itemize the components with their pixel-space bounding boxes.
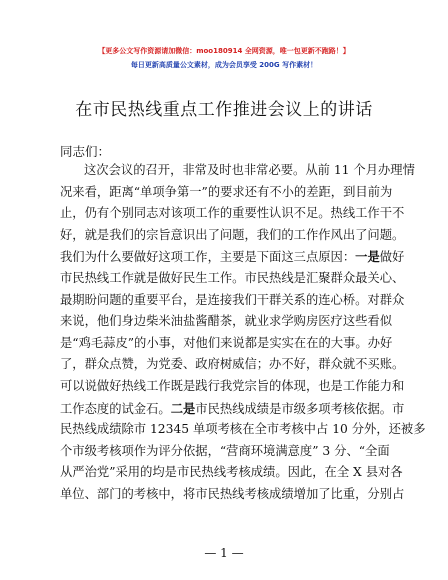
promo-banner-blue: 每日更新高质量公文素材，成为会员享受 200G 写作素材！ [130, 61, 318, 69]
body-line [60, 160, 415, 182]
body-line [60, 203, 405, 225]
body-line-text: 可以说做好热线工作既是践行我党宗旨的体现，也是工作能力和 [60, 378, 405, 393]
body-line [60, 225, 405, 247]
body-emphasis: 一是 [355, 249, 380, 265]
body-line-text: 是“鸡毛蒜皮”的小事，对他们来说都是实实在在的大事。办好 [60, 335, 393, 350]
page-number: — 1 — [204, 546, 244, 560]
body-line-text: 工作态度的试金石。 [60, 401, 171, 416]
body-line-text: 我们为什么要做好这项工作，主要是下面这三点原因： [60, 250, 356, 265]
body-line-text: 民热线成绩除市 12345 单项考核在全市考核中占 10 分外，还被多 [60, 422, 426, 437]
body-line [60, 333, 393, 355]
body-line [60, 484, 405, 506]
body-line-text: 好，就是我们的宗旨意识出了问题，我们的工作作风出了问题。 [60, 227, 405, 242]
body-line [60, 311, 393, 333]
body-line-text: 个市级考核项作为评分依据，“营商环境满意度” 3 分、“全面 [60, 443, 390, 458]
body-line-tail: 做好 [379, 250, 405, 265]
salutation: 同志们： [60, 144, 111, 159]
body-line [60, 182, 393, 204]
body-line-text: 止，仍有个别同志对该项工作的重要性认识不足。热线工作干不 [60, 206, 405, 221]
body-line-text: 最期盼问题的重要平台，是连接我们干群关系的连心桥。对群众 [60, 292, 405, 307]
promo-banner-red: 【更多公文写作资源请加微信：moo180914 全网资源，唯一包更新不跑路！】 [98, 47, 350, 55]
body-line-text: 从严治党”采用的均是市民热线考核成绩。因此，在全 X 县对各 [60, 465, 403, 480]
document-title: 在市民热线重点工作推进会议上的讲话 [75, 100, 373, 120]
body-line-tail: 市民热线成绩是市级多项考核依据。市 [195, 401, 405, 416]
body-line-text: 市民热线工作就是做好民生工作。市民热线是汇聚群众最关心、 [60, 270, 405, 285]
body-line [60, 268, 405, 290]
body-line-text: 了，群众点赞，为党委、政府树威信；办不好，群众就不买账。 [60, 357, 405, 372]
body-line [60, 419, 426, 441]
document-body [60, 160, 426, 506]
body-line [60, 462, 403, 484]
body-emphasis: 二是 [170, 400, 196, 416]
body-line [60, 290, 405, 312]
body-line [60, 376, 405, 398]
body-line [60, 398, 405, 420]
body-line-text: 来说，他们身边柴米油盐酱醋茶，就业求学购房医疗这些看似 [60, 314, 393, 329]
body-line [60, 441, 390, 463]
body-line-text: 单位、部门的考核中，将市民热线考核成绩增加了比重，分别占 [60, 486, 405, 501]
body-line-text: 这次会议的召开，非常及时也非常必要。从前 11 个月办理情 [84, 163, 415, 177]
body-line [60, 246, 405, 268]
body-line [60, 354, 405, 376]
body-line-text: 况来看，距离“单项争第一”的要求还有不小的差距，到目前为 [60, 184, 393, 199]
